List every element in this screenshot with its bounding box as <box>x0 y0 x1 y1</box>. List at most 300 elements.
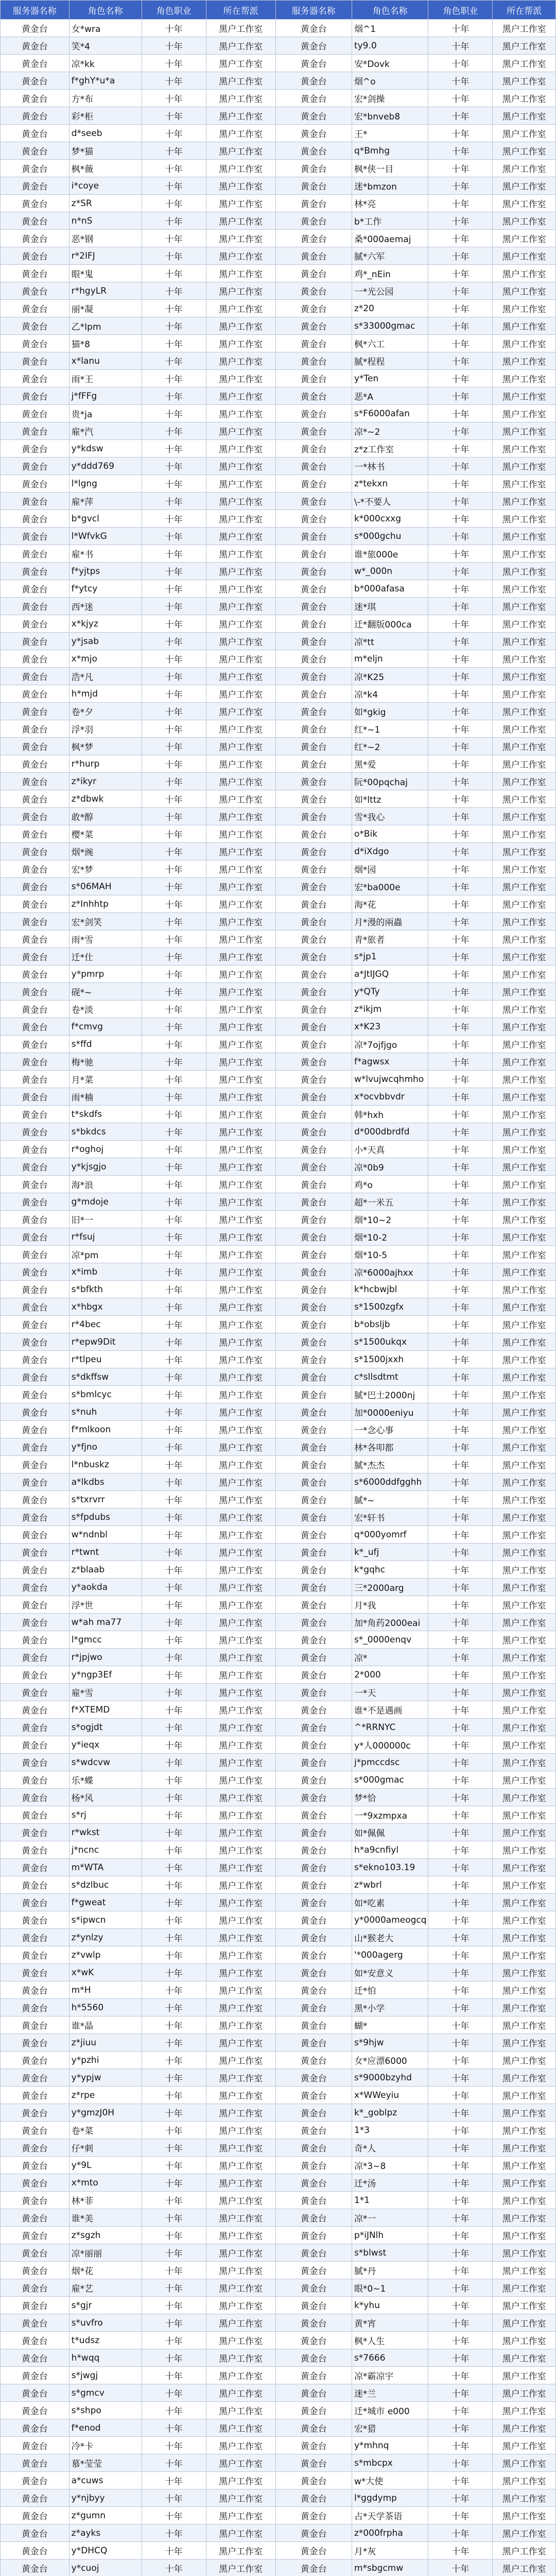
table-cell: 黑户工作室 <box>493 1386 556 1403</box>
table-row <box>1 2542 556 2560</box>
table-cell: 黑户工作室 <box>206 55 275 72</box>
table-cell: k*hcbwjbl <box>352 1281 428 1298</box>
table-cell: 宏*梦 <box>69 860 142 878</box>
table-row <box>1 510 556 528</box>
table-cell: 黑户工作室 <box>206 317 275 335</box>
table-cell: 黑户工作室 <box>493 2297 556 2314</box>
table-cell: 黑户工作室 <box>206 2507 275 2524</box>
table-cell: 猫*8 <box>69 335 142 352</box>
table-cell: 黑户工作室 <box>493 2402 556 2419</box>
table-cell: 十年 <box>428 1071 493 1088</box>
table-cell: s*F6000afan <box>352 405 428 422</box>
table-cell: 黄金台 <box>275 142 352 160</box>
table-cell: x*lanu <box>69 352 142 370</box>
table-cell: 黑户工作室 <box>206 2034 275 2052</box>
table-cell: s*1500ukqx <box>352 1333 428 1351</box>
table-cell: 十年 <box>428 1351 493 1368</box>
table-cell: y*kdsw <box>69 440 142 457</box>
table-cell: 黑户工作室 <box>493 2349 556 2367</box>
table-cell: y*fjno <box>69 1438 142 1456</box>
table-cell: 黑户工作室 <box>493 370 556 387</box>
table-cell: 黑户工作室 <box>206 2174 275 2192</box>
table-row <box>1 370 556 387</box>
table-cell: s*1500zgfx <box>352 1298 428 1316</box>
table-cell: x*K23 <box>352 1018 428 1036</box>
table-cell: 十年 <box>142 1491 206 1509</box>
table-cell: 黄金台 <box>275 1263 352 1281</box>
table-cell: 黑户工作室 <box>206 2209 275 2227</box>
table-cell: 十年 <box>428 317 493 335</box>
table-cell: 十年 <box>428 563 493 580</box>
table-cell: 黑户工作室 <box>206 247 275 265</box>
table-cell: 黄金台 <box>1 1876 70 1894</box>
table-cell: 黄金台 <box>275 1211 352 1228</box>
table-cell: 黑户工作室 <box>493 948 556 965</box>
table-cell: 黑户工作室 <box>206 668 275 685</box>
table-cell: 黑户工作室 <box>493 1088 556 1106</box>
table-cell: 黄金台 <box>1 457 70 475</box>
table-cell: 黑户工作室 <box>493 2104 556 2122</box>
table-cell: 黑户工作室 <box>493 20 556 37</box>
table-cell: 黄金台 <box>275 1053 352 1071</box>
table-cell: 黄金台 <box>275 1894 352 1911</box>
table-cell: 海*花 <box>352 895 428 913</box>
table-cell: 十年 <box>142 1141 206 1158</box>
table-cell: 十年 <box>142 2489 206 2507</box>
table-row <box>1 1614 556 1631</box>
table-cell: 十年 <box>142 1526 206 1544</box>
table-cell: 黄金台 <box>275 1071 352 1088</box>
table-cell: 黄金台 <box>1 1106 70 1123</box>
table-cell: 黄金台 <box>1 773 70 790</box>
table-row <box>1 2244 556 2262</box>
table-row <box>1 1789 556 1806</box>
table-cell: j*ncnc <box>69 1841 142 1859</box>
table-cell: 黄金台 <box>275 1701 352 1719</box>
table-cell: 黄金台 <box>1 1228 70 1246</box>
table-cell: 黄金台 <box>275 895 352 913</box>
table-cell: r*4bec <box>69 1316 142 1333</box>
table-cell: 蝴* <box>352 2016 428 2034</box>
table-cell: 十年 <box>428 195 493 212</box>
table-cell: 十年 <box>428 1876 493 1894</box>
table-cell: 十年 <box>428 1403 493 1421</box>
table-cell: 凉*pm <box>69 1246 142 1263</box>
table-cell: 黑户工作室 <box>206 2122 275 2139</box>
table-cell: s*bfkth <box>69 1281 142 1298</box>
table-cell: 黑户工作室 <box>493 2034 556 2052</box>
table-row <box>1 633 556 650</box>
table-cell: \-*不要人 <box>352 493 428 510</box>
table-cell: 黑户工作室 <box>206 2016 275 2034</box>
table-cell: 黑户工作室 <box>206 1841 275 1859</box>
table-cell: 黑户工作室 <box>206 195 275 212</box>
table-row <box>1 1631 556 1649</box>
table-cell: z*gumn <box>69 2507 142 2524</box>
table-cell: 十年 <box>428 1824 493 1841</box>
table-cell: 十年 <box>142 1211 206 1228</box>
table-cell: 黄金台 <box>275 493 352 510</box>
table-cell: 黑户工作室 <box>493 2454 556 2472</box>
table-cell: y*ngp3Ef <box>69 1666 142 1684</box>
table-cell: 2*000 <box>352 1666 428 1684</box>
table-cell: 十年 <box>428 1491 493 1509</box>
table-cell: 月*菜 <box>69 1071 142 1088</box>
table-row <box>1 2174 556 2192</box>
table-cell: 黑户工作室 <box>493 965 556 983</box>
table-cell: 十年 <box>428 650 493 668</box>
table-cell: 十年 <box>428 843 493 860</box>
table-cell: 黑户工作室 <box>206 1263 275 1281</box>
table-cell: 十年 <box>142 177 206 195</box>
table-cell: 十年 <box>428 895 493 913</box>
table-cell: 腻*六军 <box>352 247 428 265</box>
table-cell: 十年 <box>142 2349 206 2367</box>
table-cell: 一*9xzmpxa <box>352 1806 428 1824</box>
table-cell: 黑户工作室 <box>206 720 275 738</box>
table-cell: 十年 <box>428 1263 493 1281</box>
table-cell: 黑户工作室 <box>493 2472 556 2489</box>
column-header: 角色职业 <box>142 1 206 20</box>
table-cell: 黄金台 <box>275 2192 352 2209</box>
table-cell: 黄金台 <box>1 1158 70 1176</box>
table-cell: t*udsz <box>69 2332 142 2349</box>
table-cell: y*mhnq <box>352 2437 428 2454</box>
table-cell: 十年 <box>142 1719 206 1736</box>
table-cell: 黄金台 <box>275 2542 352 2560</box>
table-cell: 黄金台 <box>1 387 70 405</box>
table-cell: 迁*仕 <box>69 948 142 965</box>
table-cell: 黄金台 <box>1 1421 70 1438</box>
table-cell: 黑户工作室 <box>493 1929 556 1946</box>
table-cell: 黄金台 <box>275 668 352 685</box>
table-cell: 黄金台 <box>275 1123 352 1141</box>
table-cell: 黑户工作室 <box>493 1421 556 1438</box>
table-cell: 黄金台 <box>275 1246 352 1263</box>
table-row <box>1 2279 556 2297</box>
table-cell: 黄金台 <box>1 2402 70 2419</box>
table-cell: 黄金台 <box>275 2069 352 2087</box>
table-cell: 十年 <box>428 2279 493 2297</box>
table-cell: 黑户工作室 <box>206 1281 275 1298</box>
table-cell: 黄金台 <box>275 405 352 422</box>
table-cell: 黄金台 <box>275 2052 352 2069</box>
table-cell: 黄金台 <box>275 1473 352 1491</box>
table-cell: 十年 <box>142 370 206 387</box>
table-row <box>1 738 556 755</box>
table-cell: m*WTA <box>69 1859 142 1876</box>
table-row <box>1 1544 556 1561</box>
table-cell: 敢*醇 <box>69 808 142 825</box>
table-cell: 十年 <box>428 2157 493 2174</box>
table-row <box>1 1841 556 1859</box>
table-cell: 黑户工作室 <box>493 1596 556 1614</box>
table-cell: 黄金台 <box>275 1666 352 1684</box>
table-cell: r*tlpeu <box>69 1351 142 1368</box>
table-cell: s*1500jxxh <box>352 1351 428 1368</box>
table-cell: j*pmccdsc <box>352 1754 428 1771</box>
table-cell: 黄金台 <box>1 335 70 352</box>
table-cell: 黑户工作室 <box>206 2489 275 2507</box>
table-cell: 宏*猎 <box>352 2419 428 2437</box>
table-cell: x*hbgx <box>69 1298 142 1316</box>
table-cell: 黄金台 <box>1 1754 70 1771</box>
table-cell: 如*佩佩 <box>352 1824 428 1841</box>
table-cell: 十年 <box>428 1456 493 1473</box>
table-row <box>1 615 556 633</box>
table-cell: 黄金台 <box>275 580 352 598</box>
table-cell: 黑户工作室 <box>493 2384 556 2402</box>
table-cell: 黑户工作室 <box>206 352 275 370</box>
table-cell: 黄金台 <box>1 2349 70 2367</box>
table-cell: 十年 <box>142 2052 206 2069</box>
table-cell: 阮*00pqchaj <box>352 773 428 790</box>
table-cell: 黑户工作室 <box>206 1456 275 1473</box>
table-cell: 十年 <box>142 2174 206 2192</box>
table-cell: 黄金台 <box>1 2174 70 2192</box>
table-cell: 黑户工作室 <box>493 2244 556 2262</box>
table-cell: 黄金台 <box>1 1719 70 1736</box>
table-cell: s*jp1 <box>352 948 428 965</box>
table-cell: 宏*bnveb8 <box>352 107 428 125</box>
table-cell: 黑户工作室 <box>206 230 275 247</box>
table-cell: 黑户工作室 <box>493 457 556 475</box>
table-cell: 十年 <box>142 2419 206 2437</box>
table-cell: 十年 <box>142 1456 206 1473</box>
table-cell: 十年 <box>428 2262 493 2279</box>
table-cell: x*imb <box>69 1263 142 1281</box>
table-cell: 十年 <box>142 475 206 493</box>
table-cell: 黄金台 <box>275 1403 352 1421</box>
table-row <box>1 352 556 370</box>
table-cell: 黄金台 <box>275 1579 352 1596</box>
table-cell: 十年 <box>428 2507 493 2524</box>
table-cell: 十年 <box>142 1999 206 2016</box>
table-row <box>1 1964 556 1981</box>
table-cell: 黄金台 <box>1 475 70 493</box>
table-cell: 黄金台 <box>1 1123 70 1141</box>
table-cell: 黄金台 <box>1 2542 70 2560</box>
table-cell: 十年 <box>428 300 493 317</box>
table-cell: 黄金台 <box>275 2349 352 2367</box>
table-cell: 十年 <box>142 983 206 1001</box>
table-cell: 女*应漂6000 <box>352 2052 428 2069</box>
table-cell: 黑户工作室 <box>206 703 275 720</box>
table-cell: 十年 <box>142 2314 206 2332</box>
table-cell: r*2IFJ <box>69 247 142 265</box>
table-cell: 十年 <box>142 755 206 773</box>
table-cell: d*seeb <box>69 125 142 142</box>
table-cell: 十年 <box>428 2209 493 2227</box>
table-cell: 十年 <box>428 2402 493 2419</box>
table-cell: 十年 <box>428 738 493 755</box>
table-cell: 黑户工作室 <box>493 1491 556 1509</box>
table-cell: l*ggdymp <box>352 2489 428 2507</box>
table-cell: 一*天 <box>352 1684 428 1701</box>
table-cell: 十年 <box>428 808 493 825</box>
table-cell: 腻*杰杰 <box>352 1456 428 1473</box>
table-cell: 凉*6000ajhxx <box>352 1263 428 1281</box>
table-cell: 十年 <box>142 247 206 265</box>
table-cell: 黑户工作室 <box>206 2472 275 2489</box>
table-cell: 黑户工作室 <box>493 1999 556 2016</box>
table-cell: 十年 <box>142 2192 206 2209</box>
table-cell: 黑户工作室 <box>493 2489 556 2507</box>
table-cell: 十年 <box>428 2244 493 2262</box>
table-cell: 黑户工作室 <box>206 142 275 160</box>
table-cell: 黄*宵 <box>352 2314 428 2332</box>
table-row <box>1 212 556 230</box>
table-cell: 黑户工作室 <box>206 387 275 405</box>
table-cell: 十年 <box>428 2139 493 2157</box>
table-cell: 迁*汤 <box>352 2174 428 2192</box>
table-cell: 十年 <box>142 1088 206 1106</box>
table-cell: 黑户工作室 <box>206 913 275 930</box>
table-cell: 十年 <box>142 387 206 405</box>
table-cell: 十年 <box>428 37 493 55</box>
table-cell: 十年 <box>142 2542 206 2560</box>
table-cell: 十年 <box>428 1649 493 1666</box>
table-cell: 梦*恰 <box>352 1789 428 1806</box>
table-cell: 黑户工作室 <box>493 703 556 720</box>
table-cell: 黄金台 <box>1 650 70 668</box>
table-cell: 十年 <box>428 1579 493 1596</box>
table-cell: 黑户工作室 <box>493 195 556 212</box>
table-cell: f*gweat <box>69 1894 142 1911</box>
table-cell: 十年 <box>142 1614 206 1631</box>
table-cell: 黄金台 <box>275 1298 352 1316</box>
table-cell: 黑户工作室 <box>206 1316 275 1333</box>
table-cell: 十年 <box>428 1001 493 1018</box>
table-cell: q*000yomrf <box>352 1526 428 1544</box>
table-cell: 黑户工作室 <box>206 457 275 475</box>
table-cell: 黑户工作室 <box>493 1316 556 1333</box>
table-cell: 十年 <box>428 2560 493 2576</box>
table-row <box>1 1228 556 1246</box>
table-cell: 黄金台 <box>275 2297 352 2314</box>
table-cell: w*lvujwcqhmho <box>352 1071 428 1088</box>
table-cell: 黑户工作室 <box>206 1438 275 1456</box>
table-cell: 黑户工作室 <box>206 422 275 440</box>
table-cell: 黄金台 <box>275 230 352 247</box>
table-cell: 腻*程程 <box>352 352 428 370</box>
table-cell: 黑户工作室 <box>206 2052 275 2069</box>
table-cell: 黑户工作室 <box>493 1438 556 1456</box>
table-cell: 黑户工作室 <box>493 2437 556 2454</box>
table-cell: 十年 <box>142 720 206 738</box>
table-cell: 黑户工作室 <box>206 983 275 1001</box>
table-cell: 雇*萍 <box>69 493 142 510</box>
table-cell: 十年 <box>428 72 493 90</box>
table-cell: 黑户工作室 <box>206 860 275 878</box>
table-cell: 黄金台 <box>1 1981 70 1999</box>
table-row <box>1 142 556 160</box>
table-cell: 恶*钢 <box>69 230 142 247</box>
table-cell: 黑户工作室 <box>206 650 275 668</box>
table-cell: 雪*我心 <box>352 808 428 825</box>
table-cell: 黑户工作室 <box>493 2279 556 2297</box>
table-cell: 黄金台 <box>275 1281 352 1298</box>
table-cell: 黄金台 <box>1 1281 70 1298</box>
table-cell: 黄金台 <box>275 1001 352 1018</box>
table-cell: 黄金台 <box>275 1193 352 1211</box>
table-cell: 黑户工作室 <box>493 668 556 685</box>
table-cell: 枫*侠一目 <box>352 160 428 177</box>
table-cell: 黄金台 <box>275 1876 352 1894</box>
table-cell: 黑户工作室 <box>206 563 275 580</box>
table-cell: 桑*000aemaj <box>352 230 428 247</box>
table-cell: 黑户工作室 <box>493 1053 556 1071</box>
table-cell: 黑户工作室 <box>493 1806 556 1824</box>
table-cell: 1*3 <box>352 2122 428 2139</box>
table-cell: 十年 <box>142 2034 206 2052</box>
table-row <box>1 195 556 212</box>
table-cell: 黄金台 <box>275 282 352 300</box>
table-row <box>1 1298 556 1316</box>
table-cell: 十年 <box>142 1386 206 1403</box>
table-cell: 黄金台 <box>275 1351 352 1368</box>
table-cell: 十年 <box>142 1771 206 1789</box>
table-row <box>1 1053 556 1071</box>
table-cell: 十年 <box>428 1754 493 1771</box>
table-cell: 黑户工作室 <box>493 1736 556 1754</box>
table-cell: 黄金台 <box>275 1368 352 1386</box>
column-header: 服务器名称 <box>1 1 70 20</box>
table-cell: 黑户工作室 <box>206 808 275 825</box>
table-cell: r*jpjwo <box>69 1649 142 1666</box>
table-row <box>1 1806 556 1824</box>
table-cell: l*lgng <box>69 475 142 493</box>
table-cell: 十年 <box>142 2157 206 2174</box>
table-cell: 黄金台 <box>1 685 70 703</box>
table-row <box>1 2227 556 2244</box>
table-cell: 黄金台 <box>275 335 352 352</box>
table-cell: 仔*刺 <box>69 2139 142 2157</box>
table-cell: 黑户工作室 <box>206 528 275 545</box>
table-cell: 黄金台 <box>1 2472 70 2489</box>
table-row <box>1 1036 556 1053</box>
table-cell: 黑户工作室 <box>493 1351 556 1368</box>
table-row <box>1 1176 556 1193</box>
table-cell: 黄金台 <box>275 738 352 755</box>
table-cell: 黄金台 <box>275 790 352 808</box>
table-row <box>1 2069 556 2087</box>
table-cell: 十年 <box>428 1368 493 1386</box>
table-cell: 黑户工作室 <box>206 615 275 633</box>
table-cell: 十年 <box>428 1911 493 1929</box>
table-cell: 十年 <box>142 90 206 107</box>
table-cell: 十年 <box>142 633 206 650</box>
table-cell: 黑户工作室 <box>206 493 275 510</box>
table-cell: 十年 <box>142 1421 206 1438</box>
table-cell: 冷*卡 <box>69 2437 142 2454</box>
table-cell: 黑户工作室 <box>493 2507 556 2524</box>
table-cell: 黄金台 <box>275 1719 352 1736</box>
table-cell: 黄金台 <box>275 1036 352 1053</box>
table-cell: s*shpo <box>69 2402 142 2419</box>
table-cell: 黑户工作室 <box>206 738 275 755</box>
table-cell: 黄金台 <box>1 37 70 55</box>
table-row <box>1 2104 556 2122</box>
table-cell: 月*漫的兩蟲 <box>352 913 428 930</box>
table-cell: 黄金台 <box>1 528 70 545</box>
table-cell: 枫*梦 <box>69 738 142 755</box>
table-cell: 黄金台 <box>275 825 352 843</box>
table-row <box>1 983 556 1001</box>
table-cell: 十年 <box>142 1298 206 1316</box>
table-cell: 十年 <box>142 37 206 55</box>
table-cell: 加*角药2000eai <box>352 1614 428 1631</box>
